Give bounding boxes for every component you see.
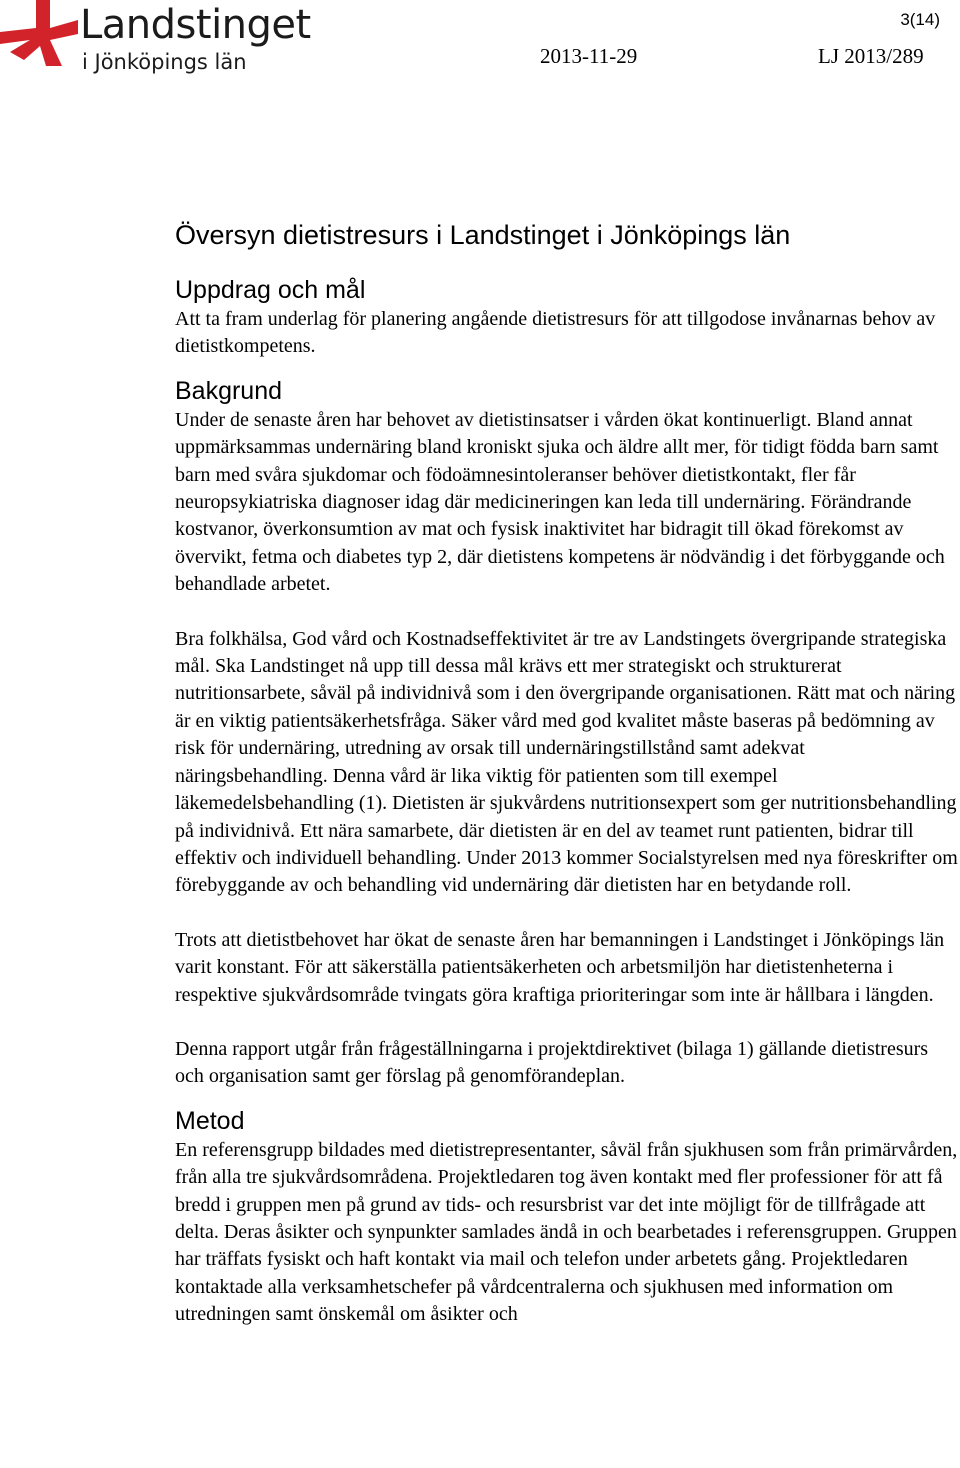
section-uppdrag — [175, 274, 960, 361]
document-reference: LJ 2013/289 — [818, 44, 924, 68]
document-date: 2013-11-29 — [540, 44, 638, 68]
paragraph: Trots att dietistbehovet har ökat de senaste åren har bemanningen i Landstinget i Jönköpings län varit konstant. För att säkerställa patientsäkerheten och arbetsmiljön har dietistenheterna i respektive sjukvårdsområde tvingats göra kraftiga prioriteringar som inte är hållbara i längden. — [175, 928, 945, 1006]
landstinget-cross-logo — [0, 0, 80, 66]
logo-subtitle: i Jönköpings län — [82, 50, 247, 74]
section-bakgrund — [175, 375, 960, 1091]
paragraph: En referensgrupp bildades med dietistrepresentanter, såväl från sjukhusen som från primärvården, från alla tre sjukvårdsområdena. Projektledaren tog även kontakt med fler professioner för att få bredd i gruppen men på grund av tids- och resursbrist var det inte möjligt för de tillfrågade att delta. Deras åsikter och synpunkter samlades ändå in och bearbetades i referensgruppen. Gruppen har träffats fysiskt och haft kontakt via mail och telefon under arbetets gång. Projektledaren kontaktade alla verksamhetschefer på vårdcentralerna och sjukhusen med information om utredningen samt önskemål om åsikter och — [175, 1138, 958, 1326]
page-header — [0, 0, 960, 90]
paragraph: Att ta fram underlag för planering angående dietistresurs för att tillgodose invånarnas behov av dietistkompetens. — [175, 308, 936, 358]
logo-wordmark: Landstinget — [80, 2, 311, 48]
section-heading: Bakgrund — [175, 376, 283, 405]
document-body — [175, 218, 960, 1329]
page-number: 3(14) — [900, 10, 940, 29]
section-heading: Uppdrag och mål — [175, 276, 366, 304]
paragraph: Denna rapport utgår från frågeställningarna i projektdirektivet (bilaga 1) gällande dietistresurs och organisation samt ger förslag på genomförandeplan. — [175, 1037, 929, 1088]
section-metod — [175, 1105, 960, 1329]
paragraph: Bra folkhälsa, God vård och Kostnadseffektivitet är tre av Landstingets övergripande strategiska mål. Ska Landstinget nå upp till dessa mål krävs ett mer strategiskt och strukturerat nutritionsarbete, såväl på individnivå som i den övergripande organisationen. Rätt mat och näring är en viktig patientsäkerhetsfråga. Säker vård med god kvalitet måste baseras på bedömning av risk för undernäring, utredning av orsak till undernäringstillstånd samt adekvat näringsbehandling. Denna vård är lika viktig för patienten som till exempel läkemedelsbehandling (1). Dietisten är sjukvårdens nutritionsexpert som ger nutritionsbehandling på individnivå. Ett nära samarbete, där dietisten är en del av teamet runt patienten, bidrar till effektiv och individuell behandling. Under 2013 kommer Socialstyrelsen med nya föreskrifter om förebyggande av och behandling vid undernäring där dietisten har en betydande roll. — [175, 627, 958, 897]
paragraph: Under de senaste åren har behovet av dietistinsatser i vården ökat kontinuerligt. Bland annat uppmärksammas undernäring bland kroniskt sjuka och äldre allt mer, för tidigt födda barn samt barn med svåra sjukdomar och födoämnesintoleranser behöver dietistkontakt, fler får neuropsykiatriska diagnoser idag där medicineringen kan leda till undernäring. Förändrande kostvanor, överkonsumtion av mat och fysisk inaktivitet har bidragit till ökad förekomst av övervikt, fetma och diabetes typ 2, där dietistens kompetens är nödvändig i det förbyggande och behandlade arbetet. — [175, 408, 945, 596]
document-title: Översyn dietistresurs i Landstinget i Jönköpings län — [175, 220, 791, 250]
section-heading: Metod — [175, 1106, 245, 1135]
